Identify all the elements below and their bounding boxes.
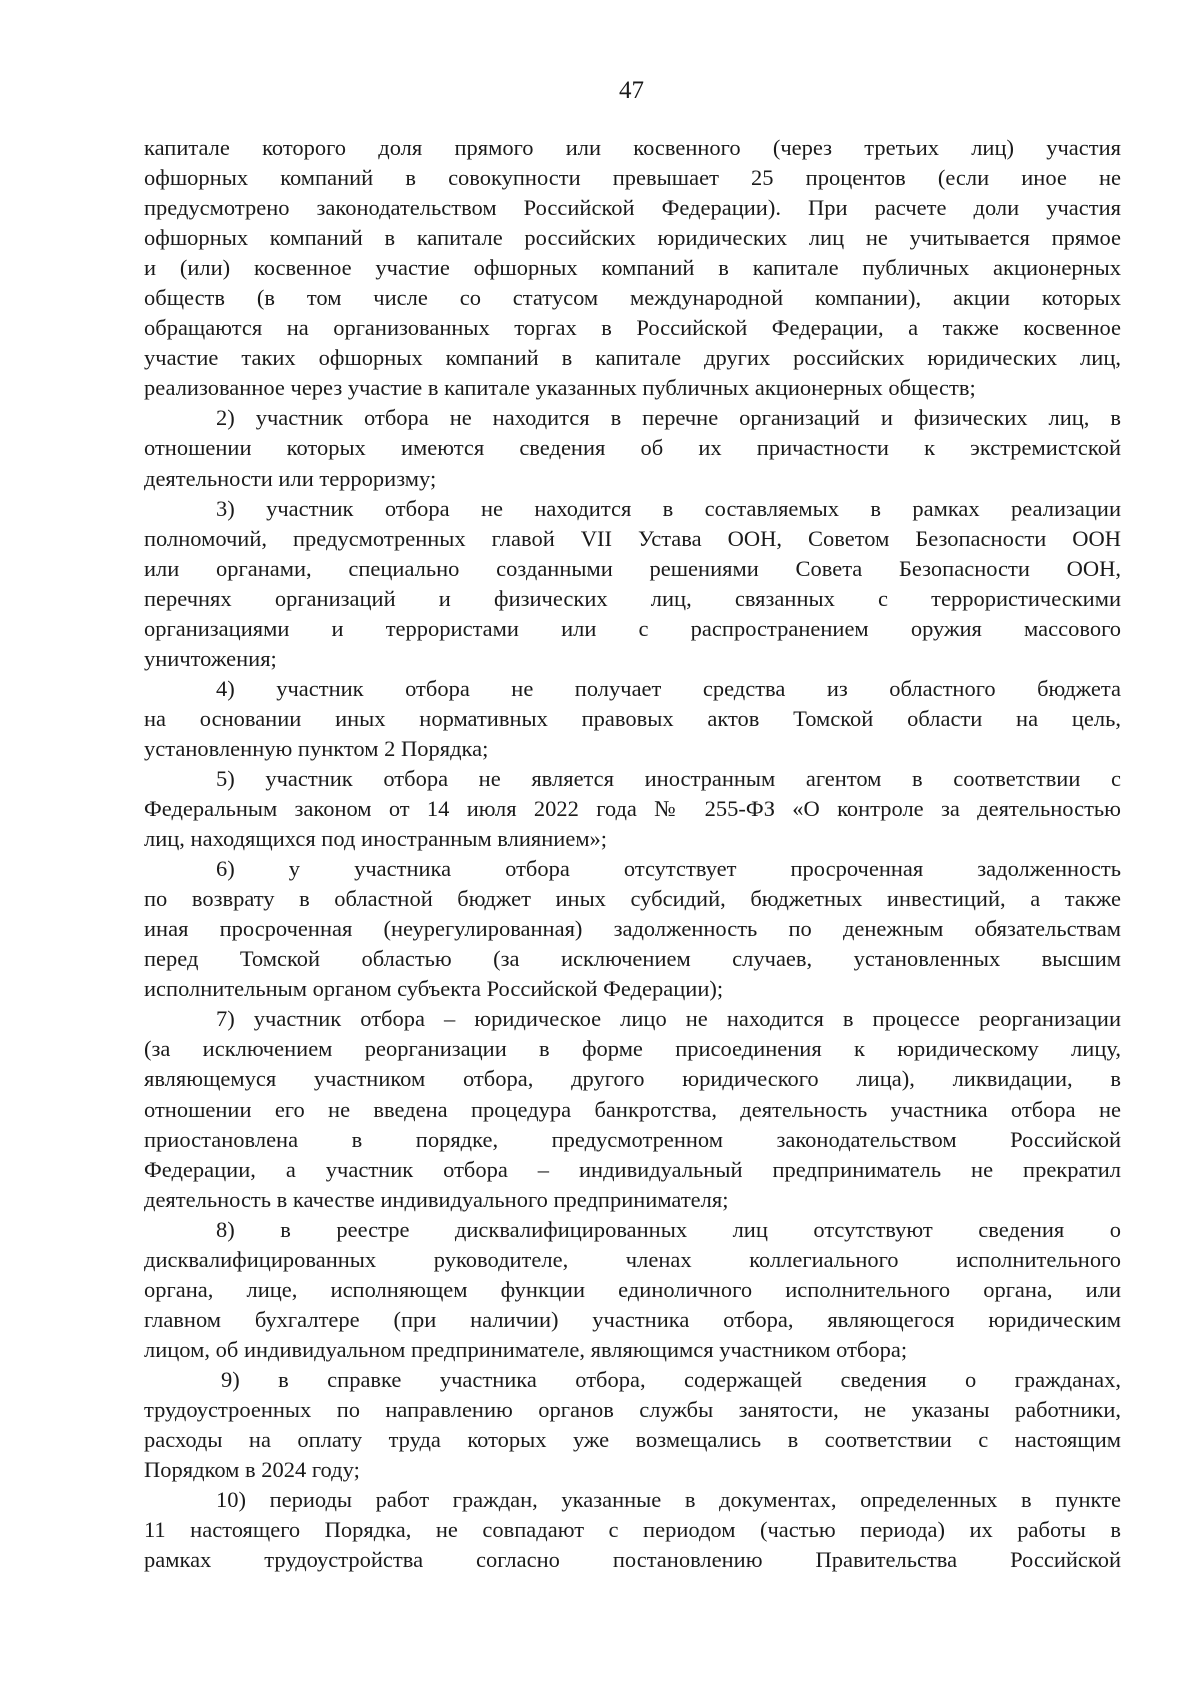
text-line: реализованное через участие в капитале указанных публичных акционерных обществ; (144, 375, 976, 401)
text-line: офшорных компаний в совокупности превышает 25 процентов (если иное не (144, 165, 1121, 191)
text-line: иная просроченная (неурегулированная) задолженность по денежным обязательствам (144, 916, 1121, 942)
list-item-8-line: 8) в реестре дисквалифицированных лиц отсутствуют сведения о (216, 1216, 1121, 1242)
text-line: отношении его не введена процедура банкротства, деятельность участника отбора не (144, 1096, 1121, 1122)
text-line: лицом, об индивидуальном предпринимателе, являющимся участником отбора; (144, 1336, 908, 1362)
text-line: предусмотрено законодательством Российской Федерации). При расчете доли участия (144, 195, 1121, 221)
text-line: главном бухгалтере (при наличии) участника отбора, являющегося юридическим (144, 1306, 1121, 1332)
text-line: расходы на оплату труда которых уже возмещались в соответствии с настоящим (144, 1427, 1121, 1453)
text-line: (за исключением реорганизации в форме присоединения к юридическому лицу, (144, 1036, 1121, 1062)
text-line: перечнях организаций и физических лиц, связанных с террористическими (144, 585, 1121, 611)
text-line: офшорных компаний в капитале российских юридических лиц не учитывается прямое (144, 225, 1121, 251)
list-item-9-line: 9) в справке участника отбора, содержащей сведения о гражданах, (221, 1366, 1121, 1392)
text-line: обществ (в том числе со статусом международной компании), акции которых (144, 285, 1121, 311)
page-number: 47 (619, 77, 644, 104)
text-line: капитале которого доля прямого или косвенного (через третьих лиц) участия (144, 135, 1121, 160)
text-line: 11 настоящего Порядка, не совпадают с периодом (частью периода) их работы в (144, 1517, 1121, 1543)
list-item-10-line: 10) периоды работ граждан, указанные в документах, определенных в пункте (216, 1487, 1121, 1513)
text-line: обращаются на организованных торгах в Российской Федерации, а также косвенное (144, 315, 1121, 341)
text-line: деятельность в качестве индивидуального предпринимателя; (144, 1186, 729, 1212)
text-line: участие таких офшорных компаний в капитале других российских юридических лиц, (144, 345, 1121, 371)
text-line: по возврату в областной бюджет иных субсидий, бюджетных инвестиций, а также (144, 886, 1121, 912)
text-line: органа, лице, исполняющем функции единоличного исполнительного органа, или (144, 1276, 1121, 1302)
text-line: и (или) косвенное участие офшорных компаний в капитале публичных акционерных (144, 255, 1121, 281)
list-item-7-line: 7) участник отбора – юридическое лицо не находится в процессе реорганизации (216, 1006, 1121, 1032)
list-item-2-line: 2) участник отбора не находится в перечне организаций и физических лиц, в (216, 405, 1121, 431)
list-item-5-line: 5) участник отбора не является иностранным агентом в соответствии с (216, 765, 1121, 791)
text-line: дисквалифицированных руководителе, членах коллегиального исполнительного (144, 1246, 1121, 1272)
text-line: являющемуся участником отбора, другого юридического лица), ликвидации, в (144, 1066, 1121, 1092)
text-line: или органами, специально созданными решениями Совета Безопасности ООН, (144, 555, 1121, 581)
text-line: на основании иных нормативных правовых актов Томской области на цель, (144, 705, 1121, 731)
list-item-3-line: 3) участник отбора не находится в составляемых в рамках реализации (216, 495, 1121, 521)
text-line: организациями и террористами или с распространением оружия массового (144, 615, 1121, 641)
text-line: трудоустроенных по направлению органов службы занятости, не указаны работники, (144, 1396, 1121, 1422)
text-line: рамках трудоустройства согласно постановлению Правительства Российской (144, 1547, 1121, 1573)
text-line: исполнительным органом субъекта Российской Федерации); (144, 976, 724, 1002)
list-item-6-line: 6) у участника отбора отсутствует просроченная задолженность (216, 856, 1121, 882)
text-line: приостановлена в порядке, предусмотренном законодательством Российской (144, 1126, 1121, 1152)
text-line: отношении которых имеются сведения об их причастности к экстремистской (144, 435, 1121, 461)
document-body (144, 133, 1121, 1575)
text-line: лиц, находящихся под иностранным влиянием»; (144, 826, 608, 852)
text-line: полномочий, предусмотренных главой VII Устава ООН, Советом Безопасности ООН (144, 525, 1121, 551)
text-line: перед Томской областью (за исключением случаев, установленных высшим (144, 946, 1121, 972)
text-line: Федеральным законом от 14 июля 2022 года № 255-ФЗ «О контроле за деятельностью (144, 796, 1121, 822)
text-line: уничтожения; (144, 645, 277, 671)
text-line: Федерации, а участник отбора – индивидуальный предприниматель не прекратил (144, 1156, 1121, 1182)
text-line: установленную пунктом 2 Порядка; (144, 735, 489, 761)
text-line: деятельности или терроризму; (144, 465, 437, 491)
text-line: Порядком в 2024 году; (144, 1457, 360, 1483)
list-item-4-line: 4) участник отбора не получает средства из областного бюджета (216, 675, 1121, 701)
